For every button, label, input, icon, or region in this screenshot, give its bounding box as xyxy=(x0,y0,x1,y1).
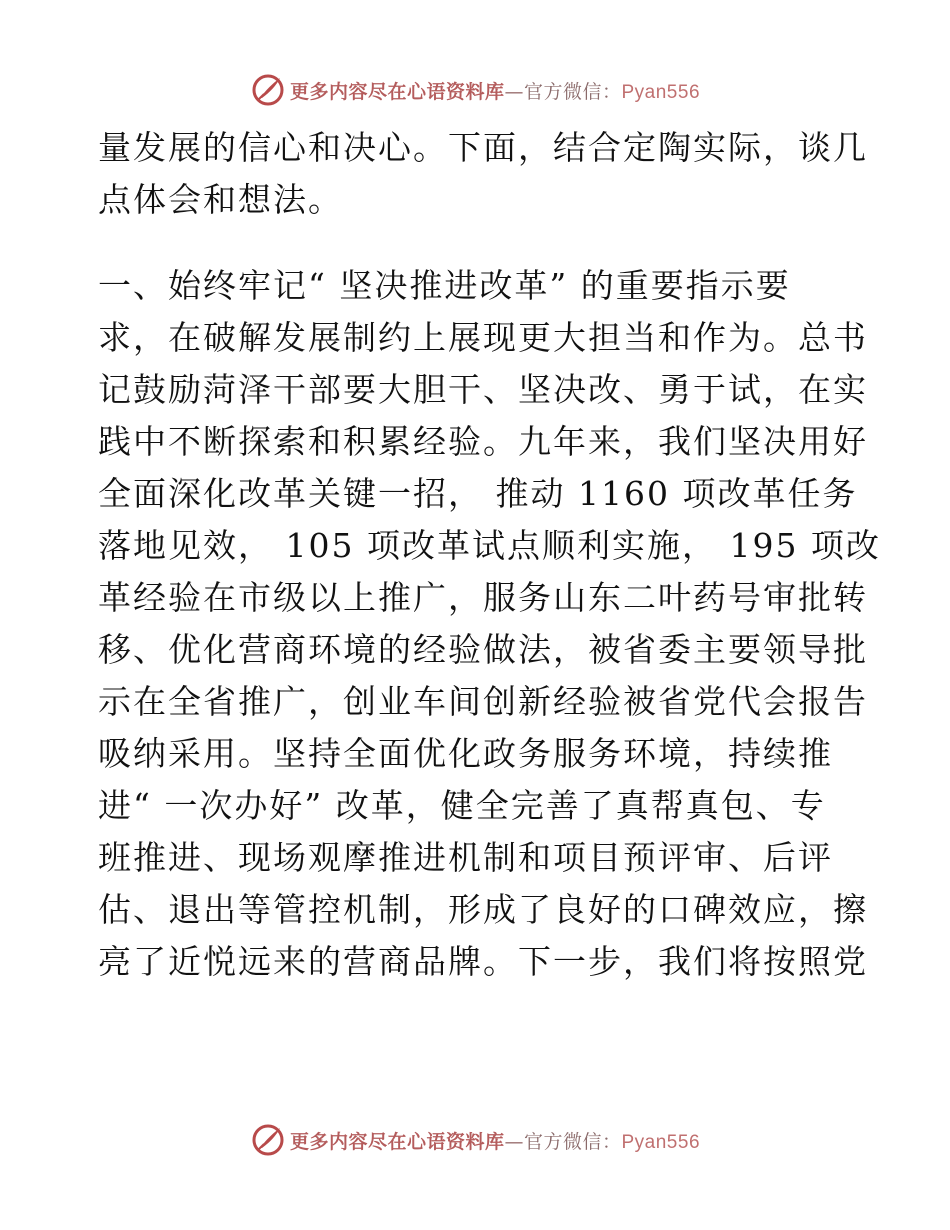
watermark-wechat-id: Pyan556 xyxy=(621,1131,701,1153)
text-line: 进“ 一次办好” 改革，健全完善了真帮真包、专 xyxy=(98,786,826,825)
quill-logo-icon xyxy=(250,72,286,108)
watermark-brand: 更多内容尽在心语资料库 xyxy=(289,1130,505,1153)
text-line: 估、退出等管控机制，形成了良好的口碑效应，擦 xyxy=(98,890,868,929)
text-line: 亮了近悦远来的营商品牌。下一步，我们将按照党 xyxy=(98,942,868,981)
text-line: 点体会和想法。 xyxy=(98,180,343,219)
text-line: 吸纳采用。坚持全面优化政务服务环境，持续推 xyxy=(98,734,833,773)
watermark-official-label: 官方微信： xyxy=(523,1130,622,1153)
paragraph-gap xyxy=(98,226,858,260)
watermark-dash: — xyxy=(504,80,524,103)
text-line: 全面深化改革关键一招， 推动 1160 项改革任务 xyxy=(98,474,858,513)
text-line: 记鼓励菏泽干部要大胆干、坚决改、勇于试，在实 xyxy=(98,370,868,409)
text-line: 量发展的信心和决心。下面，结合定陶实际，谈几 xyxy=(98,128,868,167)
watermark-official-label: 官方微信： xyxy=(523,80,622,103)
text-line: 革经验在市级以上推广，服务山东二叶药号审批转 xyxy=(98,578,868,617)
paragraph xyxy=(98,260,881,988)
header-watermark xyxy=(0,70,950,110)
text-line: 示在全省推广，创业车间创新经验被省党代会报告 xyxy=(98,682,868,721)
watermark-text xyxy=(290,77,700,104)
watermark-brand: 更多内容尽在心语资料库 xyxy=(289,80,505,103)
text-line: 落地见效， 105 项改革试点顺利实施， 195 项改 xyxy=(98,526,881,565)
text-line: 践中不断探索和积累经验。九年来，我们坚决用好 xyxy=(98,422,868,461)
watermark-wechat-id: Pyan556 xyxy=(621,81,701,103)
quill-logo-icon xyxy=(250,1122,286,1158)
watermark-dash: — xyxy=(504,1130,524,1153)
section-heading-line: 一、始终牢记“ 坚决推进改革” 的重要指示要 xyxy=(98,266,791,305)
document-body xyxy=(98,122,881,988)
text-line: 移、优化营商环境的经验做法，被省委主要领导批 xyxy=(98,630,868,669)
text-line: 班推进、现场观摩推进机制和项目预评审、后评 xyxy=(98,838,833,877)
footer-watermark xyxy=(0,1120,950,1160)
watermark-text xyxy=(290,1127,700,1154)
text-line: 求，在破解发展制约上展现更大担当和作为。总书 xyxy=(98,318,868,357)
paragraph xyxy=(98,122,868,226)
